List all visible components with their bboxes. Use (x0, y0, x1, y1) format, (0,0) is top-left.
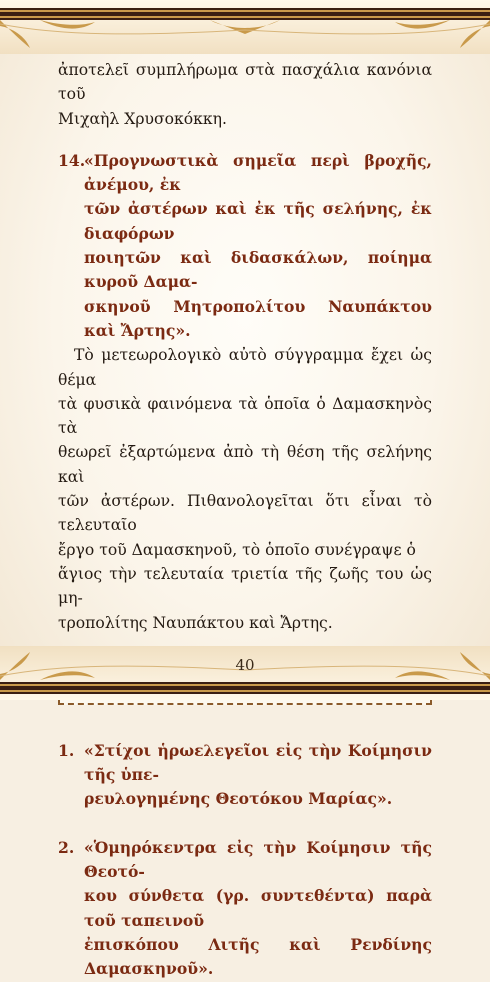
poem-entry-2 (58, 836, 432, 982)
content-area (58, 58, 432, 982)
entry-number: 2. (58, 837, 75, 857)
entry-title-line: ποιητῶν καὶ διδασκάλων, ποίημα κυροῦ Δαμα- (84, 248, 432, 292)
entry-14 (58, 149, 432, 343)
entry-title (84, 149, 432, 343)
entry-title-line: «Προγνωστικὰ σημεῖα περὶ βροχῆς, ἀνέμου, ἐκ (84, 150, 432, 195)
body-line: θεωρεῖ ἐξαρτώμενα ἀπὸ τὴ θέση τῆς σελήνης καὶ (58, 443, 432, 486)
entry-title-line: τῶν ἀστέρων καὶ ἐκ τῆς σελήνης, ἐκ διαφόρων (84, 199, 432, 243)
entry-title-line: «Ὁμηρόκεντρα εἰς τὴν Κοίμησιν τῆς Θεοτό- (84, 837, 432, 882)
body-line: τῶν ἀστέρων. Πιθανολογεῖται ὅτι εἶναι τὸ τελευταῖο (58, 492, 432, 535)
entry-title-line: ἐπισκόπου Λιτῆς καὶ Ρενδίνης Δαμασκηνοῦ». (84, 934, 432, 979)
body-line: ἔργο τοῦ Δαμασκηνοῦ, τὸ ὁποῖο συνέγραψε ὁ (58, 540, 416, 559)
intro-line: ἀποτελεῖ συμπλήρωμα στὰ πασχάλια κανόνια τοῦ (58, 61, 432, 104)
top-ornamental-border (0, 0, 490, 54)
poem-entry-1 (58, 739, 432, 812)
page-number: 40 (235, 656, 255, 674)
entry-number: 1. (58, 740, 75, 760)
entry-number: 14. (58, 150, 86, 170)
entry-14-body (58, 343, 432, 635)
intro-paragraph (58, 58, 432, 131)
entry-title-line: ρευλογημένης Θεοτόκου Μαρίας». (84, 789, 393, 809)
entry-title (84, 836, 432, 982)
body-line: ἅγιος τὴν τελευταία τριετία τῆς ζωῆς του ὡς μη- (58, 564, 432, 608)
entry-title-line: σκηνοῦ Μητροπολίτου Ναυπάκτου καὶ Ἄρτης». (84, 296, 432, 340)
intro-line: Μιχαὴλ Χρυσοκόκκη. (58, 109, 227, 128)
entry-title-line: «Στίχοι ἡρωελεγεῖοι εἰς τὴν Κοίμησιν τῆς ὑπε- (84, 740, 432, 785)
body-line: τὰ φυσικὰ φαινόμενα τὰ ὁποῖα ὁ Δαμασκηνὸς τὰ (58, 394, 432, 438)
body-line: τροπολίτης Ναυπάκτου καὶ Ἄρτης. (58, 613, 333, 632)
body-line: Τὸ μετεωρολογικὸ αὐτὸ σύγγραμμα ἔχει ὡς θέμα (58, 346, 432, 389)
entry-title-line: κου σύνθετα (γρ. συντεθέντα) παρὰ τοῦ ταπεινοῦ (84, 886, 432, 930)
entry-title (84, 739, 432, 812)
